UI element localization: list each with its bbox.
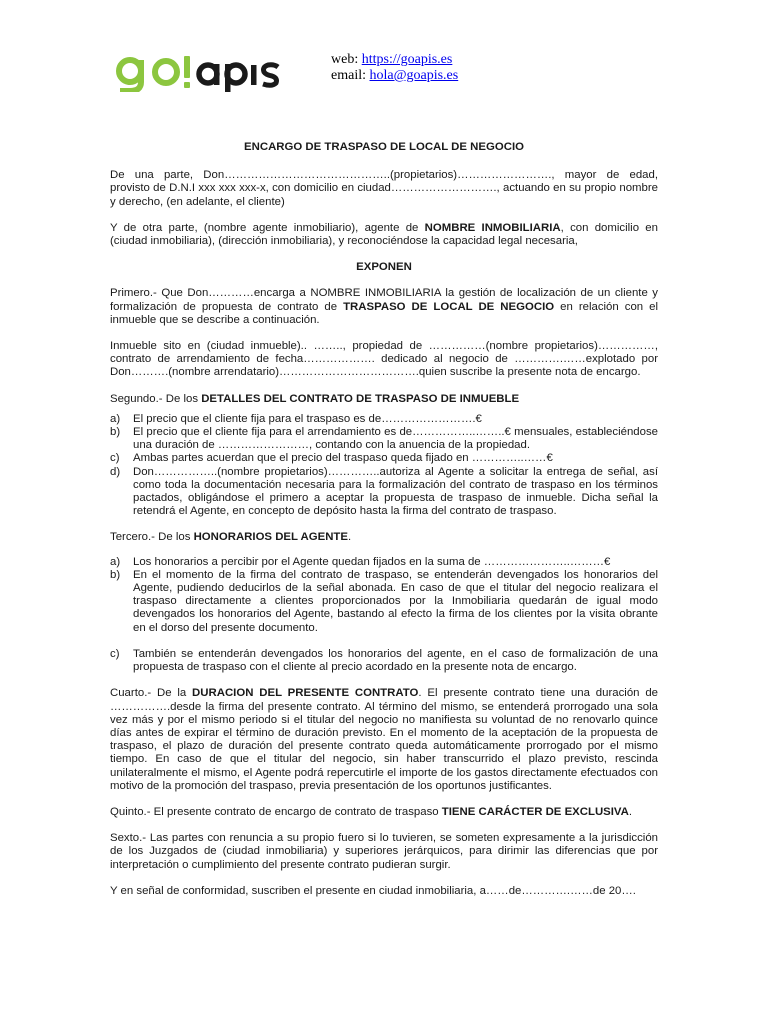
cuarto-text-a: Cuarto.- De la (110, 687, 193, 700)
tercero-bold: HONORARIOS DEL AGENTE (193, 531, 348, 544)
list-text: Ambas partes acuerdan que el precio del traspaso queda fijado en …………..……€ (133, 452, 553, 465)
p2-text-a: Y de otra parte, (nombre agente inmobiliario), agente de (110, 221, 425, 234)
document-title: ENCARGO DE TRASPASO DE LOCAL DE NEGOCIO (244, 141, 524, 153)
paragraph-cuarto (110, 687, 658, 793)
document-body (110, 141, 658, 911)
list-item (110, 452, 658, 465)
list-text: También se entenderán devengados los honorarios del agente, en el caso de formalización de una propuesta de traspaso con el cliente al precio acordado en la presente nota de encargo. (133, 647, 658, 674)
primero-text-c: en relación con el inmueble que se describe a continuación. (110, 300, 659, 326)
segundo-list (110, 413, 658, 519)
paragraph-final: Y en señal de conformidad, suscriben el presente en ciudad inmobiliaria, a……de………….……de 20…. (110, 884, 636, 897)
list-marker: d) (110, 465, 121, 478)
exponen-heading: EXPONEN (356, 261, 412, 274)
primero-text-a: Primero.- Que Don…………encarga a NOMBRE INMOBILIARIA la gestión de localización de un cliente y formalización de propuesta de contrato de (110, 287, 658, 313)
tercero-text-a: Tercero.- De los (110, 531, 194, 544)
tercero-list (110, 556, 658, 675)
list-item (110, 648, 658, 674)
list-marker: c) (110, 647, 120, 660)
paragraph-parte-1: De una parte, Don……………………………………..(propietarios)……………………., mayor de edad, provisto de D.N.I xxx xxx xxx-x, con domicilio en ciudad………………………., actuando en su propio nombre y derecho, (en adelante, el cliente) (110, 169, 658, 208)
paragraph-inmueble: Inmueble sito en (ciudad inmueble).. …….., propiedad de ……………(nombre propietarios)……………, contrato de arrendamiento de fecha………………. dedicado al negocio de ………….……explotado por Don……….(nombre arrendatario)……………………………….quien suscribe la presente nota de encargo. (110, 340, 658, 379)
list-item (110, 556, 658, 569)
list-text: El precio que el cliente fija para el traspaso es de…………………….€ (133, 412, 482, 425)
goapis-logo (114, 52, 282, 92)
list-text: El precio que el cliente fija para el arrendamiento es de……………..……..€ mensuales, estableciéndose una duración de ……………………, contando con la anuencia de la propiedad. (133, 426, 658, 452)
list-item (110, 413, 658, 426)
list-text: En el momento de la firma del contrato de traspaso, se entenderán devengados los honorarios del Agente, pudiendo deducirlos de la señal abonada. En caso de que el titular del negocio realizara el traspaso directamente a clientes proporcionados por la Inmobiliaria quedarán de igual modo devengados los honorarios del Agente, bastando al efecto la firma de los clientes por la visita obrante en el dorso del presente documento. (133, 568, 658, 634)
paragraph-primero (110, 287, 658, 327)
quinto-text-c: . (628, 805, 633, 818)
list-marker: b) (110, 426, 121, 439)
tercero-text-c: . (347, 531, 352, 544)
paragraph-segundo (110, 393, 658, 406)
paragraph-sexto: Sexto.- Las partes con renuncia a su propio fuero si lo tuvieren, se someten expresamente a la jurisdicción de los Juzgados de (ciudad inmobiliaria) y superiores jerárquicos, para dirimir las diferencias que por interpretación o cumplimiento del presente contrato pudieran surgir. (110, 832, 658, 871)
list-text: Los honorarios a percibir por el Agente quedan fijados en la suma de …………………..………€ (133, 555, 611, 568)
cuarto-bold: DURACION DEL PRESENTE CONTRATO (192, 687, 419, 700)
paragraph-tercero (110, 531, 658, 544)
list-marker: c) (110, 452, 120, 465)
email-link[interactable]: hola@goapis.es (369, 68, 459, 83)
list-item (110, 569, 658, 635)
paragraph-parte-2 (110, 222, 658, 248)
p2-text-c: , con domicilio en (ciudad inmobiliaria), (dirección inmobiliaria), y reconociéndose la capacidad legal necesaria, (110, 221, 658, 248)
email-label: email: (331, 68, 370, 83)
list-item (110, 466, 658, 519)
web-label: web: (331, 52, 362, 67)
list-marker: b) (110, 568, 121, 581)
contact-block (331, 52, 458, 84)
web-link[interactable]: https://goapis.es (361, 52, 453, 67)
segundo-text-a: Segundo.- De los (110, 392, 202, 405)
list-marker: a) (110, 412, 121, 425)
paragraph-quinto (110, 806, 658, 819)
list-item (110, 426, 658, 452)
primero-bold: TRASPASO DE LOCAL DE NEGOCIO (343, 300, 555, 313)
list-text: Don……………..(nombre propietarios)…………..autoriza al Agente a solicitar la entrega de señal, así como toda la documentación necesaria para la formalización del contrato de traspaso en los términos pactados, obligándose el primero a aceptar la propuesta de traspaso de inmueble. Dicha señal la retendrá el Agente, en concepto de depósito hasta la firma del contrato de traspaso. (133, 465, 658, 518)
quinto-bold: TIENE CARÁCTER DE EXCLUSIVA (441, 805, 629, 818)
cuarto-text-c: . El presente contrato tiene una duración de …………….desde la firma del presente contrato. Al término del mismo, se entenderá prorrogado una sola vez más y por el mismo periodo si el titular del negocio no manifiesta su voluntad de no renovarlo quince días antes de expirar el término de duración previsto. En el momento de la aceptación de la propuesta de traspaso, el plazo de duración del presente contrato queda automáticamente prorrogado por el mismo tiempo. En caso de que el titular del negocio, sin haber transcurrido el plazo previsto, rescinda unilateralmente el mismo, el Agente podrá repercutirle el importe de los gastos directamente efectuados con motivo de la promoción del traspaso, previa presentación de los oportunos justificantes. (110, 687, 658, 792)
quinto-text-a: Quinto.- El presente contrato de encargo de contrato de traspaso (110, 805, 442, 818)
web-line (331, 52, 458, 68)
p2-bold: NOMBRE INMOBILIARIA (424, 221, 561, 234)
email-line (331, 68, 458, 84)
list-marker: a) (110, 555, 121, 568)
segundo-bold: DETALLES DEL CONTRATO DE TRASPASO DE INMUEBLE (201, 392, 520, 405)
